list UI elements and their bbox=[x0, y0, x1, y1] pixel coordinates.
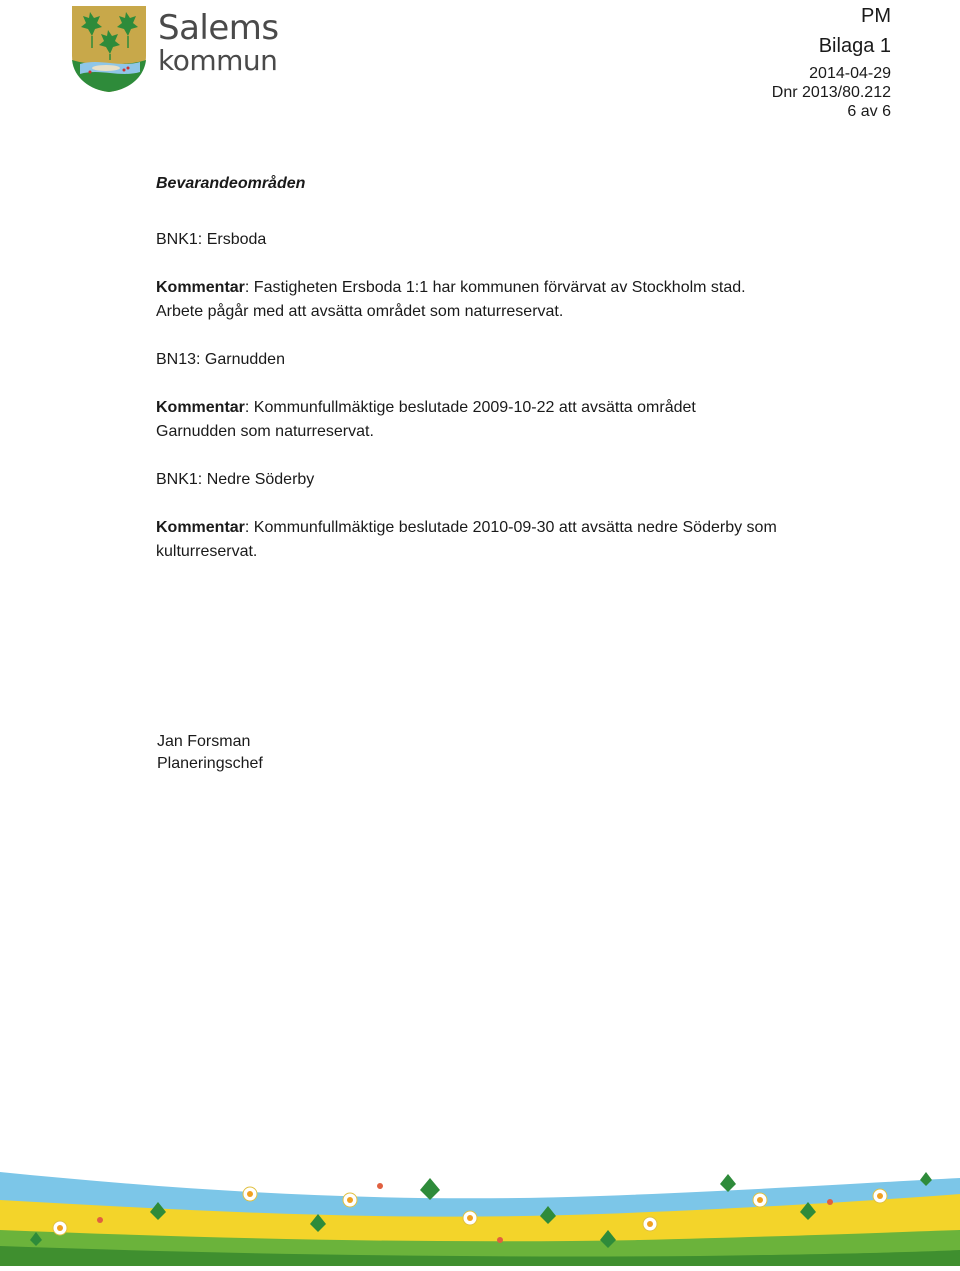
reference-number: Dnr 2013/80.212 bbox=[771, 84, 891, 102]
entry-comment bbox=[156, 276, 876, 300]
signatory-name: Jan Forsman bbox=[157, 733, 251, 750]
entry-comment bbox=[156, 516, 876, 540]
entry-comment bbox=[156, 396, 876, 420]
logo-wordmark-line2: kommun bbox=[158, 44, 278, 77]
coat-of-arms-icon bbox=[70, 4, 150, 94]
entry-name: BNK1: Ersboda bbox=[156, 231, 267, 248]
comment-text: : Kommunfullmäktige beslutade 2009-10-22 att avsätta området bbox=[244, 399, 696, 416]
entry-comment-cont: Garnudden som naturreservat. bbox=[156, 423, 374, 440]
comment-label: Kommentar bbox=[156, 519, 245, 536]
document-type: PM bbox=[861, 5, 891, 27]
signatory-title: Planeringschef bbox=[157, 755, 263, 772]
logo-wordmark-line1: Salems bbox=[158, 8, 279, 48]
decorative-footer bbox=[0, 1160, 960, 1266]
document-date: 2014-04-29 bbox=[809, 65, 891, 82]
section-title: Bevarandeområden bbox=[156, 175, 306, 192]
comment-label: Kommentar bbox=[156, 399, 245, 416]
document-body bbox=[156, 172, 876, 564]
entry-name: BN13: Garnudden bbox=[156, 351, 285, 368]
comment-text: : Fastigheten Ersboda 1:1 har kommunen förvärvat av Stockholm stad. bbox=[244, 279, 746, 296]
municipality-logo bbox=[70, 4, 290, 94]
entry-comment-cont: kulturreservat. bbox=[156, 543, 258, 560]
signature-block bbox=[157, 731, 263, 775]
floral-border-icon bbox=[0, 1160, 960, 1266]
entry-name: BNK1: Nedre Söderby bbox=[156, 471, 315, 488]
page-number: 6 av 6 bbox=[847, 103, 891, 121]
comment-label: Kommentar bbox=[156, 279, 245, 296]
attachment-label: Bilaga 1 bbox=[818, 35, 891, 57]
entry-comment-cont: Arbete pågår med att avsätta området som naturreservat. bbox=[156, 303, 564, 320]
comment-text: : Kommunfullmäktige beslutade 2010-09-30 att avsätta nedre Söderby som bbox=[244, 519, 777, 536]
document-meta bbox=[772, 4, 891, 122]
